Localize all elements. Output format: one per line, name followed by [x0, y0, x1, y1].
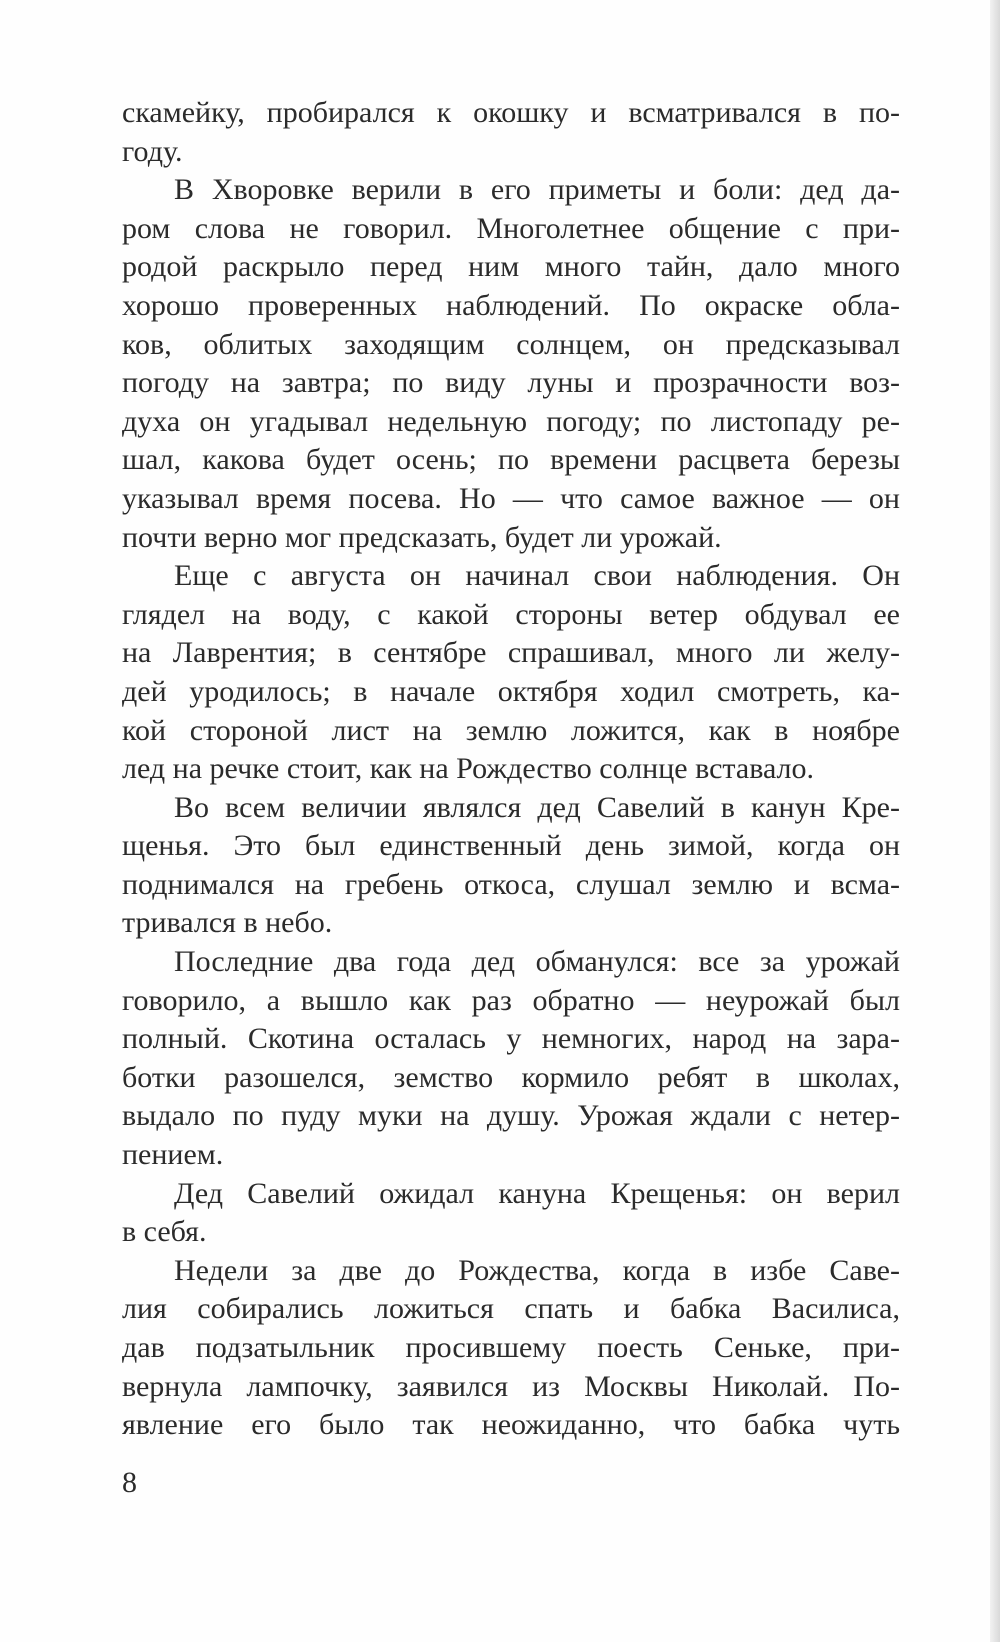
- text-line: дав подзатыльник просившему поесть Сеньке, при-: [122, 1331, 900, 1364]
- text-line: ков, облитых заходящим солнцем, он предсказывал: [122, 327, 900, 361]
- text-line: выдало по пуду муки на душу. Урожая ждали с нетер-: [122, 1099, 900, 1133]
- text-line: тривался в небо.: [122, 906, 333, 940]
- text-line: духа он угадывал недельную погоду; по листопаду ре-: [122, 404, 900, 438]
- paragraph: [122, 94, 900, 171]
- text-line: поднимался на гребень откоса, слушал землю и всма-: [122, 867, 900, 901]
- text-line: указывал время посева. Но — что самое важное — он: [122, 481, 900, 515]
- text-line: Во всем величии являлся дед Савелий в канун Кре-: [174, 790, 900, 824]
- paragraph: [122, 1252, 900, 1445]
- text-line: Последние два года дед обманулся: все за урожай: [174, 945, 900, 979]
- text-line: на Лаврентия; в сентябре спрашивал, много ли желу-: [122, 636, 900, 670]
- page-edge-shadow: [990, 0, 1000, 1642]
- text-line: ром слова не говорил. Многолетнее общение с при-: [122, 211, 900, 245]
- text-line: родой раскрыло перед ним много тайн, дало много: [122, 250, 900, 284]
- text-line: пением.: [122, 1138, 224, 1172]
- text-line: шал, какова будет осень; по времени расцвета березы: [122, 443, 900, 477]
- page-number: 8: [122, 1466, 137, 1499]
- text-line: в себя.: [122, 1215, 207, 1249]
- page-body-text: [122, 94, 900, 1445]
- text-line: глядел на воду, с какой стороны ветер обдувал ее: [122, 597, 900, 631]
- text-line: лия собирались ложиться спать и бабка Василиса,: [122, 1292, 900, 1326]
- text-line: полный. Скотина осталась у немногих, народ на зара-: [122, 1022, 900, 1056]
- text-line: говорило, а вышло как раз обратно — неурожай был: [122, 983, 900, 1017]
- text-line: В Хворовке верили в его приметы и боли: дед да-: [174, 173, 900, 207]
- text-line: почти верно мог предсказать, будет ли урожай.: [122, 520, 722, 554]
- text-line: щенья. Это был единственный день зимой, когда он: [122, 829, 900, 863]
- text-line: явление его было так неожиданно, что бабка чуть: [122, 1408, 900, 1442]
- paragraph: [122, 557, 900, 789]
- text-line: ботки разошелся, земство кормило ребят в школах,: [122, 1060, 900, 1094]
- text-line: вернула лампочку, заявился из Москвы Николай. По-: [122, 1369, 900, 1403]
- text-line: дей уродилось; в начале октября ходил смотреть, ка-: [122, 674, 900, 708]
- text-line: хорошо проверенных наблюдений. По окраске обла-: [122, 288, 900, 322]
- text-line: лед на речке стоит, как на Рождество солнце вставало.: [122, 752, 815, 786]
- paragraph: [122, 171, 900, 557]
- text-line: скамейку, пробирался к окошку и всматривался в по-: [122, 96, 900, 129]
- paragraph: [122, 943, 900, 1175]
- text-line: погоду на завтра; по виду луны и прозрачности воз-: [122, 366, 900, 400]
- paragraph: [122, 1175, 900, 1252]
- text-line: году.: [122, 134, 183, 168]
- text-line: Недели за две до Рождества, когда в избе Саве-: [174, 1253, 900, 1287]
- text-line: Еще с августа он начинал свои наблюдения. Он: [174, 559, 900, 593]
- text-line: кой стороной лист на землю ложится, как в ноябре: [122, 713, 900, 747]
- text-line: Дед Савелий ожидал кануна Крещенья: он верил: [174, 1176, 900, 1210]
- paragraph: [122, 789, 900, 943]
